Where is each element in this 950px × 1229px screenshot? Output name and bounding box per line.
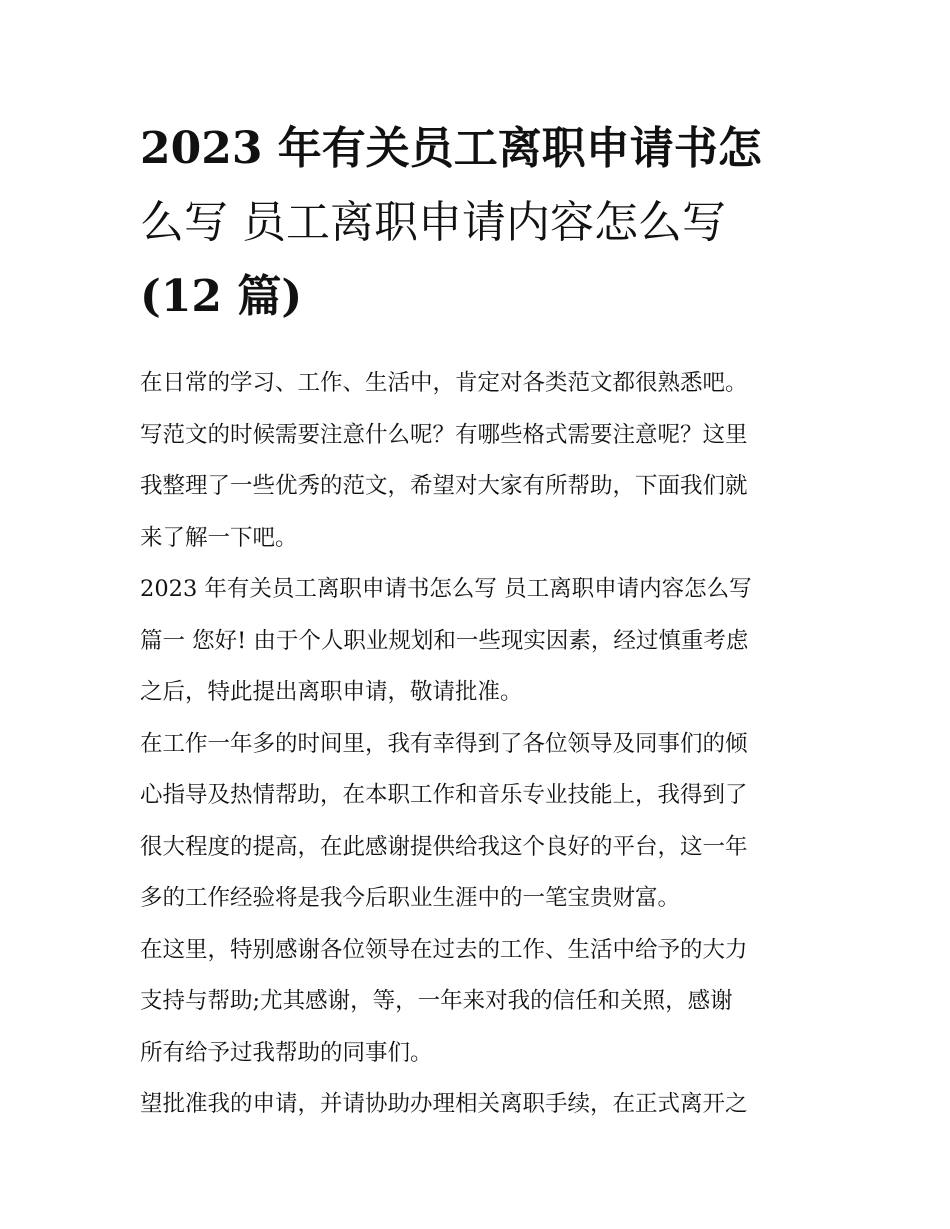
body-line: 写范文的时候需要注意什么呢？有哪些格式需要注意呢？这里 — [140, 421, 748, 448]
title-line-3: (12 篇) — [140, 271, 303, 322]
body-line: 望批准我的申请，并请协助办理相关离职手续，在正式离开之 — [140, 1091, 748, 1117]
body-line: 在这里，特别感谢各位领导在过去的工作、生活中给予的大力 — [140, 936, 748, 963]
body-line: 支持与帮助;尤其感谢，等，一年来对我的信任和关照，感谢 — [140, 988, 733, 1014]
document-title — [140, 112, 820, 334]
body-line: 多的工作经验将是我今后职业生涯中的一笔宝贵财富。 — [140, 885, 681, 911]
body-line: 心指导及热情帮助，在本职工作和音乐专业技能上，我得到了 — [140, 782, 748, 808]
body-line: 之后，特此提出离职申请，敬请批准。 — [140, 679, 523, 705]
title-line-1: 2023 年有关员工离职申请书怎 — [140, 123, 762, 174]
body-line: 来了解一下吧。 — [140, 524, 298, 551]
body-line: 在工作一年多的时间里，我有幸得到了各位领导及同事们的倾 — [140, 730, 748, 757]
body-line: 2023 年有关员工离职申请书怎么写 员工离职申请内容怎么写 — [140, 576, 752, 602]
body-line: 我整理了一些优秀的范文，希望对大家有所帮助，下面我们就 — [140, 473, 748, 499]
body-line: 所有给予过我帮助的同事们。 — [140, 1039, 433, 1066]
body-line: 很大程度的提高，在此感谢提供给我这个良好的平台，这一年 — [140, 833, 748, 860]
document-body — [140, 358, 820, 1131]
body-line: 在日常的学习、工作、生活中，肯定对各类范文都很熟悉吧。 — [140, 370, 748, 396]
body-line: 篇一 您好! 由于个人职业规划和一些现实因素，经过慎重考虑 — [140, 627, 749, 654]
title-line-2: 么写 员工离职申请内容怎么写 — [140, 197, 726, 248]
